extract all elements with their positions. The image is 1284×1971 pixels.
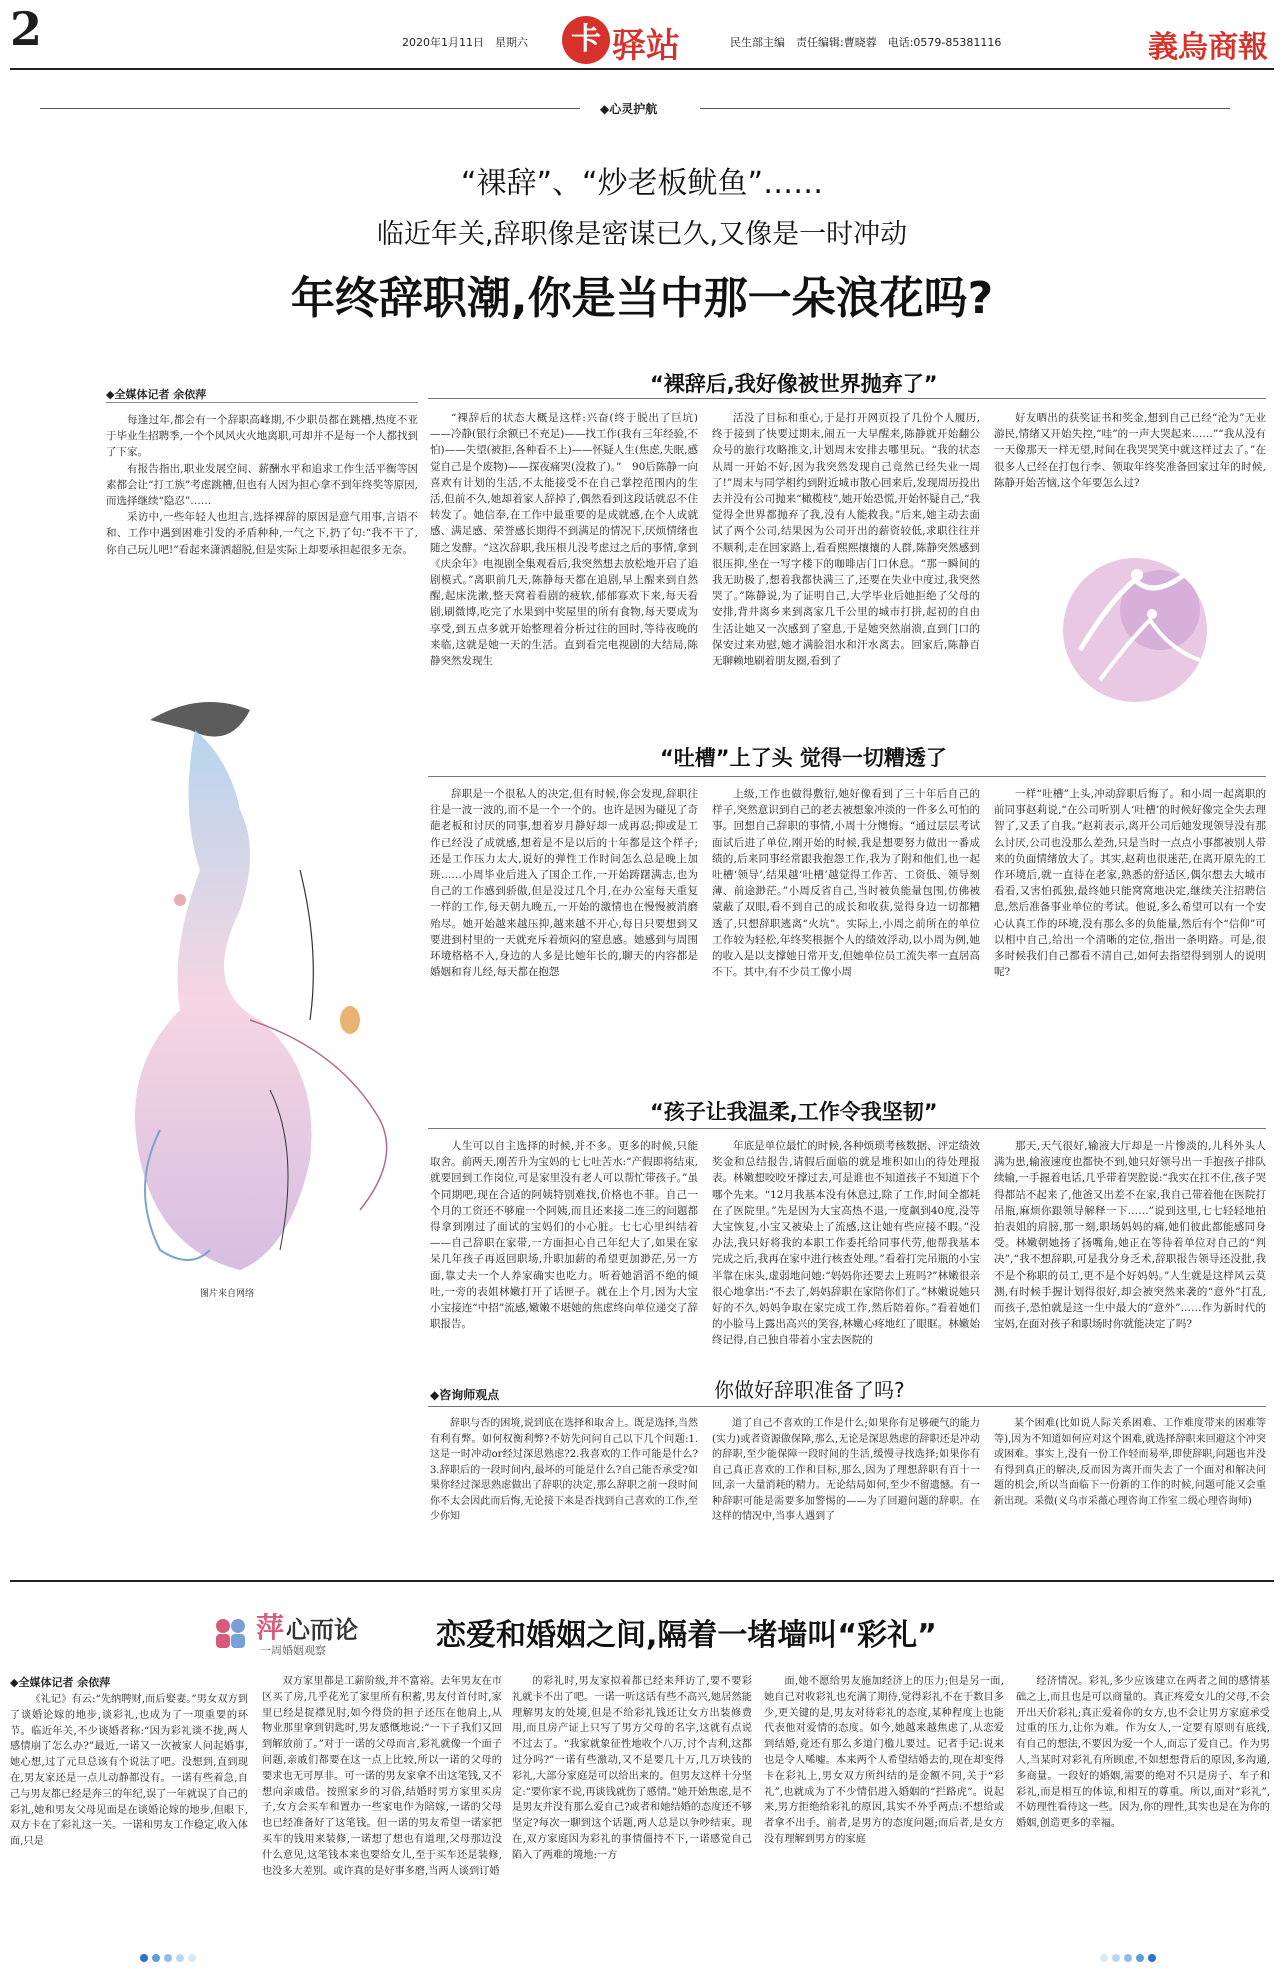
main-headline: 年终辞职潮,你是当中那一朵浪花吗? [290, 273, 994, 324]
headline-kicker-2: 临近年关,辞职像是密谋已久,又像是一时冲动 [376, 219, 908, 250]
brand-subtitle: 一周婚姻观察 [260, 1644, 326, 1657]
bottom-col4: 面,她不愿给男友施加经济上的压力;但是另一面,她自己对收彩礼也充满了期待,觉得彩礼不在于数目多少,更关键的是,男友对待彩礼的态度,某种程度上也能代表他对爱情的态度。如今,她越来越焦虑了,从恋爱到结婚,竟还有那么多道门槛儿要过。记者手记:说来也是令人唏嘘。本来两个人希望结婚去的,现在却变得卡在彩礼上,男女双方所纠结的是金额不同,关于“彩礼”,也就成为了不少情侣进入婚姻的“拦路虎”。说起来,男方拒绝给彩礼的原因,其实不外乎两点:不想给或者拿不出手。前者,是男方的态度问题;而后者,是女方没有理解到男方的家庭 [764, 1676, 1004, 1845]
section2-title: “吐槽”上了头 觉得一切糟透了 [660, 746, 947, 770]
section1-col3: 好友晒出的获奖证书和奖金,想到自己已经“沦为”无业游民,情绪又开始失控,“哇”的一声大哭起来……”“我从没有一天像那天一样无望,时间在我哭哭笑中就这样过去了。”在很多人已经在打包行李、领取年终奖准备回家过年的时候,陈静开始苦恼,这个年要怎么过? [994, 412, 1266, 489]
diamond-icon: ◆ [430, 1388, 440, 1402]
section1-col1: “裸辞后的状态大概是这样:兴奋(终于脱出了巨坑)——冷静(银行余额已不充足)——找工作(我有三年经验,不怕)——失望(被拒,各种看不上)——怀疑人生(焦虑,失眠,感觉自己是个废物)——探夜痛哭(没救了)。” 90后陈静一向喜欢有计划的生活,不太能接受不在自己掌控范围内的生活,但前不久,她却着家人辞掉了,偶然看到这段话就忍不住转发了。她信奉,在工作中最重要的是成就感,在个人成就感、满足感、荣誉感长期得不到满足的情况下,厌烦情绪也随之发酵。“这次辞职,我压根儿没考虑过之后的事情,拿到《庆余年》电视剧全集观看后,我突然想去放松地开启了追剧模式。”离职前几天,陈静每天都在追剧,早上醒来到自然醒,起床洗漱,整天窝着看剧的疲软,郁郁寡欢下来,每天看剧,刷微博,吃完了水果到中奖屋里的所有食物,每天要成为享受,到五点多就开始整理着分析过往的回时,等待夜晚的来临,这就是她一天的生活。直到看完电视剧的大结局,陈静突然发现生 [430, 412, 698, 668]
section3-col1: 人生可以自主选择的时候,并不多。更多的时候,只能取舍。前两天,刚苦升为宝妈的七七吐苦水:“产假即将结束,就要回到工作岗位,可是家里没有老人可以帮忙带孩子。”虽个同期吧,现在合适的阿姨特别难找,价格也不菲。自己一个月的工资还不够雇一个阿姨,而且还来接二连三的问题都得拿到刚过了面试的宝妈们的小心脏。七七心里纠结着——自己辞职在家带,一方面担心自己年纪大了,如果在家呆几年孩子再返回职场,升职加薪的希望更加渺茫,另一方面,靠丈夫一个人养家确实也吃力。听着她滔滔不绝的倾吐,一旁的表姐林嫩打开了话匣子。就在上个月,因为大宝小宝接连“中招”流感,嫩嫩不堪她的焦虑终向单位递交了辞职报告。 [430, 1140, 698, 1331]
section-title: 驿站 [612, 26, 680, 66]
footer-dots-left [140, 1954, 196, 1962]
section2-col2: 上级,工作也做得敷衍,她好像看到了三十年后自己的样子,突然意识到自己的老去被想象冲淡的一件多么可怕的事。回想自己辞职的事情,小周十分懊悔。“通过层层考试面试后进了单位,刚开始的时候,我是想要努力做出一番成绩的,后来同事经常跟我抱怨工作,我为了附和他们,也一起吐槽‘领导’,结果越‘吐槽’越觉得工作苦、工资低、领导刻薄、前途渺茫。”小周反省自己,当时被负能量包围,仿佛被蒙蔽了双眼,看不到自己的成长和收获,觉得身边一切都糟透了,只想辞职逃离“火坑”。实际上,小周之前所在的单位工作较为轻松,年终奖根据个人的绩效浮动,以小周为例,她的收入是以支撑她日常开支,但她单位员工流失率一直居高不下。其中,有不少员工像小周 [712, 788, 980, 979]
section1-col2: 活没了目标和重心,于是打开网页投了几份个人履历,终于接到了快要过期末,闹五一大早醒来,陈静就开始翻公众号的旅行攻略推文,计划周末安排去哪里玩。“我的状态从周一开始不好,因为我突然发现自己竟然已经失业一周了!”周末与同学相约到附近城市散心回来后,发现周历投出去并没有公司抛来“橄榄枝”,她开始恐慌,开始怀疑自己,“我觉得全世界都抛弃了我,没有人能救我。”后来,她主动去面试了两个公司,结果因为公司开出的薪资较低,求职往往并不顺利,走在回家路上,看看熙熙攘攘的人群,陈静突然感到很压抑,坐在一写字楼下的咖啡店门口休息。“那一瞬间的我无助极了,想着我都快满三了,还要在失业中度过,我突然哭了。”陈静说,为了证明自己,大学毕业后她拒绝了父母的安排,背井离乡来到离家几千公里的城市打拼,起初的自由生活让她又一次感到了窒息,于是她突然崩溃,直到门口的保安过来劝慰,她才满脸泪水和汗水离去。回家后,陈静百无聊赖地刷着朋友圈,看到了 [712, 412, 980, 668]
dancer-illustration [120, 690, 440, 1280]
image-caption: 图片来自网络 [200, 1289, 255, 1299]
consult-col2: 道了自己不喜欢的工作是什么;如果你有足够硬气的能力(实力)或者资源做保障,那么,无论是深思熟虑的辞职还是冲动的辞职,至少能保障一段时间的生活,缓慢寻找选择;如果你有自己真正喜欢的工作和目标,那么,因为了理想辞职有百十一回,亲一大量消耗的精力。无论结局如何,至少不留遗憾。有一种辞职可能是需要多加警惕的——为了回避问题的辞职。在这样的情况中,当事人遇到了 [712, 1418, 980, 1522]
brand-char: 萍 [256, 1611, 285, 1644]
pen-icon: ◆ [10, 1676, 19, 1689]
section3-title: “孩子让我温柔,工作令我坚韧” [650, 1100, 938, 1124]
bottom-headline: 恋爱和婚姻之间,隔着一堵墙叫“彩礼” [436, 1618, 937, 1653]
section1-title: “裸辞后,我好像被世界抛弃了” [650, 372, 938, 396]
couple-icon [210, 1612, 250, 1652]
headline-kicker-1: “裸辞”、“炒老板鱿鱼”…… [460, 166, 824, 201]
section2-col1: 辞职是一个很私人的决定,但有时候,你会发现,辞职往往是一波一波的,而不是一个一个的。也许是因为碰见了奇葩老板和讨厌的同事,想着岁月静好却一成再忍;抑或是工作已经没了成就感,想着是不是以后的十年都是这个样子;还是工作压力太大,说好的弹性工作时间怎么总是晚上加班……小周毕业后进入了国企工作,一开始踌躇满志,也为自己的工作感到骄傲,但是没过几个月,在办公室每天重复一样的工作,每天朝九晚五,一开始的激情也在慢慢被消磨殆尽。她开始越来越压抑,越来越不开心,每日只要想到又要进到村里的一天就充斥着烦闷的窒息感。她感到与周围环境格格不入,身边的人多是比她年长的,聊天的内容都是婚姻和育儿经,每天都在抱怨 [430, 788, 698, 979]
bottom-col3: 的彩礼时,男友家拟着都已经来拜访了,要不要彩礼就卡不出了吧。一诺一听这话有些不高兴,她居然能理解男友的处境,但是不给彩礼钱还让女方出装修费用,而且房产证上只写了男方父母的名字,这就有点说不过去了。“我家就象征性地收个八万,讨个吉利,这都过分吗?”一诺有些激动,又不是要几十万,几万块钱的彩礼,大部分家庭是可以给出来的。但男友这样十分坚定:“要你家不说,再谈钱就伤了感情。”她开始焦虑,是不是男友并没有那么爱自己?或者和她结婚的态度还不够坚定?每次一聊到这个话题,两人总是以争吵结束。现在,双方家庭因为彩礼的事情僵持不下,一诺感觉自己陷入了两难的境地:一方 [512, 1676, 752, 1861]
bottom-col5: 经济情况。彩礼,多少应该建立在两者之间的感情基础之上,而且也是可以商量的。真正疼爱女儿的父母,不会开出天价彩礼;真正爱着你的女方,也不会让男方家庭承受过重的压力,让你为难。作为女人,一定要有原则有底线,有自己的想法,不要因为爱一个人,而忘了爱自己。作为男人,当某时对彩礼有所顾虑,不如想想背后的原因,多沟通,多商量。一段好的婚姻,需要的绝对不只是房子、车子和彩礼,而是相互的体谅,和相互的尊重。所以,面对“彩礼”,不妨理性看待这一些。因为,你的理性,其实也是在为你的婚姻,创造更多的幸福。 [1016, 1676, 1270, 1830]
bottom-byline: ◆全媒体记者 余依萍 [10, 1676, 111, 1689]
consult-col3: 某个困难(比如说人际关系困难、工作难度带来的困难等等),因为不知道如何应对这个困难,就选择辞职来回避这个冲突或困难。事实上,没有一份工作轻而易举,即使辞职,问题也并没有得到真正的解决,反而因为离开而失去了一个面对和解决问题的机会,所以当面临下一份新的工作的时候,问题可能又会重新出现。采微(义乌市采薇心理咨询工作室二级心理咨询师) [994, 1418, 1266, 1507]
section3-col2: 年底是单位最忙的时候,各种烦琐考核数据、评定绩效奖金和总结报告,请假后面临的就是堆积如山的待处理报表。林嫩想咬咬牙撑过去,可是谁也不知道孩子不知道下个哪个先来。“12月我基本没有休息过,除了工作,时间全都耗在了医院里。”先是因为大宝高热不退,一度飙到40度,没等大宝恢复,小宝又被染上了流感,这让她有些应接不暇。”没办法,我只好将我的本职工作委托给同事代劳,他帮我基本完成之后,我再在家中进行核查处理。”看着打完吊瓶的小宝半靠在床头,虚弱地问她:“妈妈你还要去上班吗?”林嫩很亲很心地拿出:“不去了,妈妈辞职在家陪你们了。”林嫩说她只好的不久,妈妈争取在家完成工作,然后陪着你。”看着她们的小脸马上露出高兴的笑容,林嫩心疼地红了眼眶。林嫩始终记得,自己独自带着小宝去医院的 [712, 1140, 980, 1347]
issue-date: 2020年1月11日 星期六 [402, 36, 528, 49]
intro-text: 每逢过年,都会有一个辞职高峰期,不少职员都在跳槽,热度不亚于毕业生招聘季,一个个风风火火地离职,可却并不是每一个人都找到了下家。 有报告指出,职业发展空间、薪酬水平和追求工作生活平衡等因素都会让“打工族”考虑跳槽,但也有人因为担心拿不到年终奖等原因,而选择继续“隐忍”…… 采访中,一些年轻人也坦言,选择裸辞的原因是意气用事,言语不和、工作中遇到困难引发的矛盾种种,一气之下,扔了句:“我不干了,你自己玩儿吧!”看起来潇洒超脱,但是实际上却要承担起很多无奈。 [106, 414, 418, 556]
editor-info: 民生部主编 责任编辑:曹晓蓉 电话:0579-85381116 [730, 36, 1002, 49]
consult-tag: ◆咨询师观点 [430, 1388, 500, 1402]
page-number: 2 [10, 2, 43, 56]
section-logo-icon: 卡 [562, 16, 610, 64]
brand-title: 心而论 [286, 1616, 358, 1644]
section2-col3: 一样“吐槽”上头,冲动辞职后悔了。和小周一起离职的前同事赵莉说,“在公司听别人‘吐槽’的时候好像完全失去理智了,又丢了自我。”赵莉表示,离开公司后她发现领导没有那么讨厌,公司也没那么差劲,只是当时一点点小事都被别人带来的负面情绪放大了。其实,赵莉也很迷茫,在离开原先的工作环境后,就一直待在老家,熟悉的舒适区,偶尔想去大城市看看,又害怕孤独,最终她只能窝窝地决定,继续关注招聘信息,然后准备事业单位的考试。他说,多么希望可以有一个安心认真工作的环境,没有那么多的负能量,然后有个“信仰”可以相中自己,给出一个清晰的定位,指出一条明路。可是,很多时候我们自己都看不清自己,如何去指望得到别人的说明呢? [994, 788, 1266, 979]
bottom-col2: 双方家里都是工薪阶级,并不富裕。去年男友在市区买了房,几乎花光了家里所有积蓄,男友付首付时,家里已经是捉襟见肘,如今得贷的担子还压在他肩上,从物业那里拿到钥匙时,男友感慨地说:“一下子我们又回到解放前了。”对于一诺的父母而言,彩礼就像一个面子问题,亲戚们都要在这一点上比较,所以一诺的父母的要求也无可厚非。可一诺的男友家拿不出这笔钱,又不想向亲戚借。按照家乡的习俗,结婚时男方家里买房子,女方会买车和置办一些家电作为陪嫁,一诺的父母也已经准备好了这笔钱。但一诺的男友希望一诺家把买车的钱用来装修,一诺想了想也有道理,父母那边没什么意见,这笔钱本来也要给女儿,至于买车还是装修,也没多大差别。或许真的是好事多磨,当两人谈到订婚 [262, 1676, 502, 1877]
dance-pair-illustration [1040, 540, 1230, 710]
bottom-col1: 《礼记》有云:“先纳聘财,而后娶妻。”男女双方到了谈婚论嫁的地步,谈彩礼,也成为了一项重要的环节。临近年关,不少谈婚者称:“因为彩礼谈不拢,两人感情崩了怎么办?”最近,一诺又一次被家人问起婚事,她心想,过了元旦总该有个说法了吧。没想到,直到现在,男友家还是一点儿动静都没有。一诺有些着急,自己与男友都已经是奔三的年纪,误了一年就误了自己的彩礼,她和男友父母见面是在谈婚论嫁的地步,但眼下,双方卡在了彩礼这一关。一诺和男友工作稳定,收入体面,只是 [10, 1694, 248, 1848]
heart-icon: ◆ [600, 102, 610, 116]
newspaper-logo: 義烏商報 [1148, 30, 1268, 65]
pen-icon: ◆ [106, 388, 115, 401]
footer-dots-right [1100, 1954, 1156, 1962]
consult-col1: 辞职与否的困境,说到底在选择和取舍上。既是选择,当然有利有弊。如何权衡利弊?不妨先问问自己以下几个问题:1.这是一时冲动or经过深思熟虑?2.我喜欢的工作可能是什么?3.辞职后的一段时间内,最坏的可能是什么?自己能否承受?如果你经过深思熟虑做出了辞职的决定,那么辞职之前一段时间你不太会因此而后悔,无论接下来是否找到自己喜欢的工作,至少你知 [430, 1418, 698, 1522]
consult-title: 你做好辞职准备了吗? [714, 1378, 905, 1402]
intro-byline: ◆全媒体记者 余依萍 [106, 388, 207, 401]
section3-col3: 那天,天气很好,输液大厅却是一片惨淡的,儿科外头人满为患,输液速度也都快不到,她只好领号出一手抱孩子排队续输,一手握着电话,几乎带着哭腔说:“我实在扛不住,孩子哭得都站不起来了,他爸又出差不在家,我自己带着他在医院打吊瓶,麻烦你跟领导解释一下……”说到这里,七七轻轻地拍拍表姐的肩膀,那一刻,职场妈妈的痛,她们彼此都能感同身受。林嫩朝她扬了扬嘴角,她正在等待着单位对自己的“判决”,“我不想辞职,可是我分身乏术,辞职报告领导还没批,我不是个称职的员工,更不是个好妈妈。”人生就是这样风云莫测,有时候手握计划得很好,却会被突然来袭的“意外”打乱,而孩子,恐怕就是这一生中最大的“意外”……作为新时代的宝妈,在面对孩子和职场时你就能决定了吗? [994, 1140, 1266, 1331]
column-tag: ◆心灵护航 [600, 102, 658, 116]
